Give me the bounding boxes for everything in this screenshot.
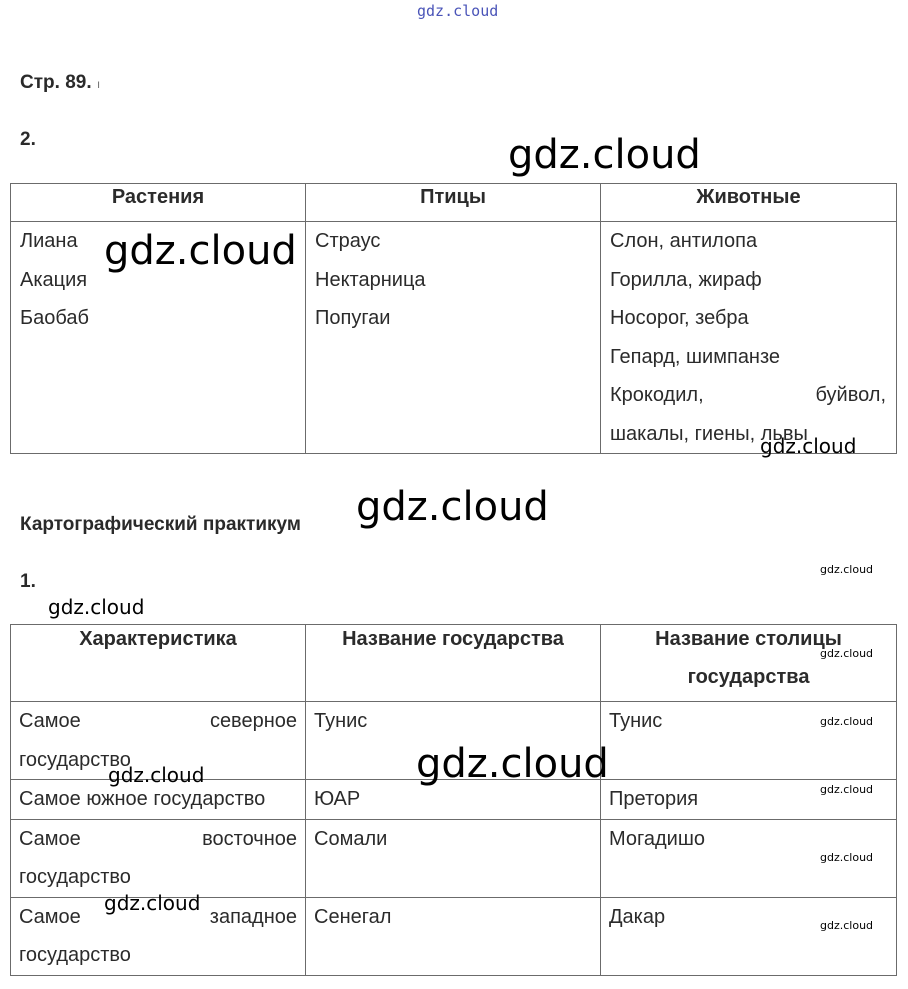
page-reference [20, 72, 100, 94]
animal-item-split [610, 376, 886, 415]
country-cell: Тунис [306, 702, 601, 780]
page-ref-mark: ı [96, 77, 101, 91]
characteristic-word: Самое [19, 710, 81, 732]
task-2-number: 2. [20, 129, 36, 150]
header-capital-line-1: Название столицы [655, 628, 842, 650]
capital-cell: Могадишо [601, 819, 897, 897]
characteristic-line-1 [19, 820, 297, 859]
animal-item: Носорог, зебра [610, 307, 749, 329]
header-country: Название государства [306, 625, 601, 702]
characteristic-cell: Самое южное государство [11, 780, 306, 820]
characteristic-line-2: государство [19, 866, 131, 888]
watermark: gdz.cloud [104, 891, 201, 915]
practicum-task-number: 1. [20, 571, 36, 592]
countries-table-header-row [11, 625, 897, 702]
page-ref-text: Стр. 89. [20, 72, 92, 93]
characteristic-line-2: государство [19, 944, 131, 966]
watermark: gdz.cloud [356, 484, 549, 530]
watermark: gdz.cloud [820, 783, 874, 796]
plant-item: Лиана [20, 230, 78, 252]
header-birds: Птицы [306, 184, 601, 222]
header-capital-line-2: государства [687, 666, 810, 688]
bird-item: Попугаи [315, 307, 391, 329]
watermark: gdz.cloud [416, 741, 609, 787]
header-capital [601, 625, 897, 702]
species-table [10, 183, 897, 454]
capital-cell: Дакар [601, 897, 897, 975]
characteristic-line-1 [19, 702, 297, 741]
watermark: gdz.cloud [760, 434, 857, 458]
country-cell: Сенегал [306, 897, 601, 975]
header-plants: Растения [11, 184, 306, 222]
animal-item: Горилла, жираф [610, 268, 762, 291]
animal-item: Гепард, шимпанзе [610, 345, 781, 368]
birds-cell [306, 222, 601, 454]
characteristic-word: северное [209, 710, 297, 732]
watermark: gdz.cloud [104, 228, 297, 274]
animal-item: Слон, антилопа [610, 230, 758, 252]
animals-cell [601, 222, 897, 454]
bird-item: Страус [315, 230, 381, 252]
watermark: gdz.cloud [48, 595, 145, 619]
country-cell: ЮАР [306, 780, 601, 820]
watermark: gdz.cloud [820, 647, 874, 660]
table-row [11, 819, 897, 897]
characteristic-line-2: государство [19, 748, 131, 771]
capital-cell: Претория [601, 780, 897, 820]
country-cell: Сомали [306, 819, 601, 897]
bird-item: Нектарница [315, 268, 426, 291]
header-animals: Животные [601, 184, 897, 222]
watermark: gdz.cloud [108, 763, 205, 787]
practicum-title: Картографический практикум [20, 514, 301, 535]
header-watermark: gdz.cloud [417, 2, 499, 20]
watermark: gdz.cloud [508, 132, 701, 178]
animal-item: шакалы, гиены, львы [610, 422, 808, 445]
watermark: gdz.cloud [820, 563, 874, 576]
plant-item: Баобаб [20, 307, 89, 329]
capital-cell: Тунис [601, 702, 897, 780]
species-table-header-row [11, 184, 897, 222]
characteristic-word: Самое [19, 905, 81, 928]
animal-item-left: Крокодил, [610, 384, 704, 406]
watermark: gdz.cloud [820, 919, 874, 932]
characteristic-word: Самое [19, 827, 81, 850]
watermark: gdz.cloud [820, 851, 874, 864]
watermark: gdz.cloud [820, 715, 874, 728]
characteristic-word: западное [209, 905, 297, 928]
plant-item: Акация [20, 268, 88, 291]
characteristic-cell [11, 819, 306, 897]
animal-item-right: буйвол, [815, 384, 886, 406]
characteristic-word: восточное [202, 827, 297, 850]
countries-table [10, 624, 897, 976]
header-characteristic: Характеристика [11, 625, 306, 702]
